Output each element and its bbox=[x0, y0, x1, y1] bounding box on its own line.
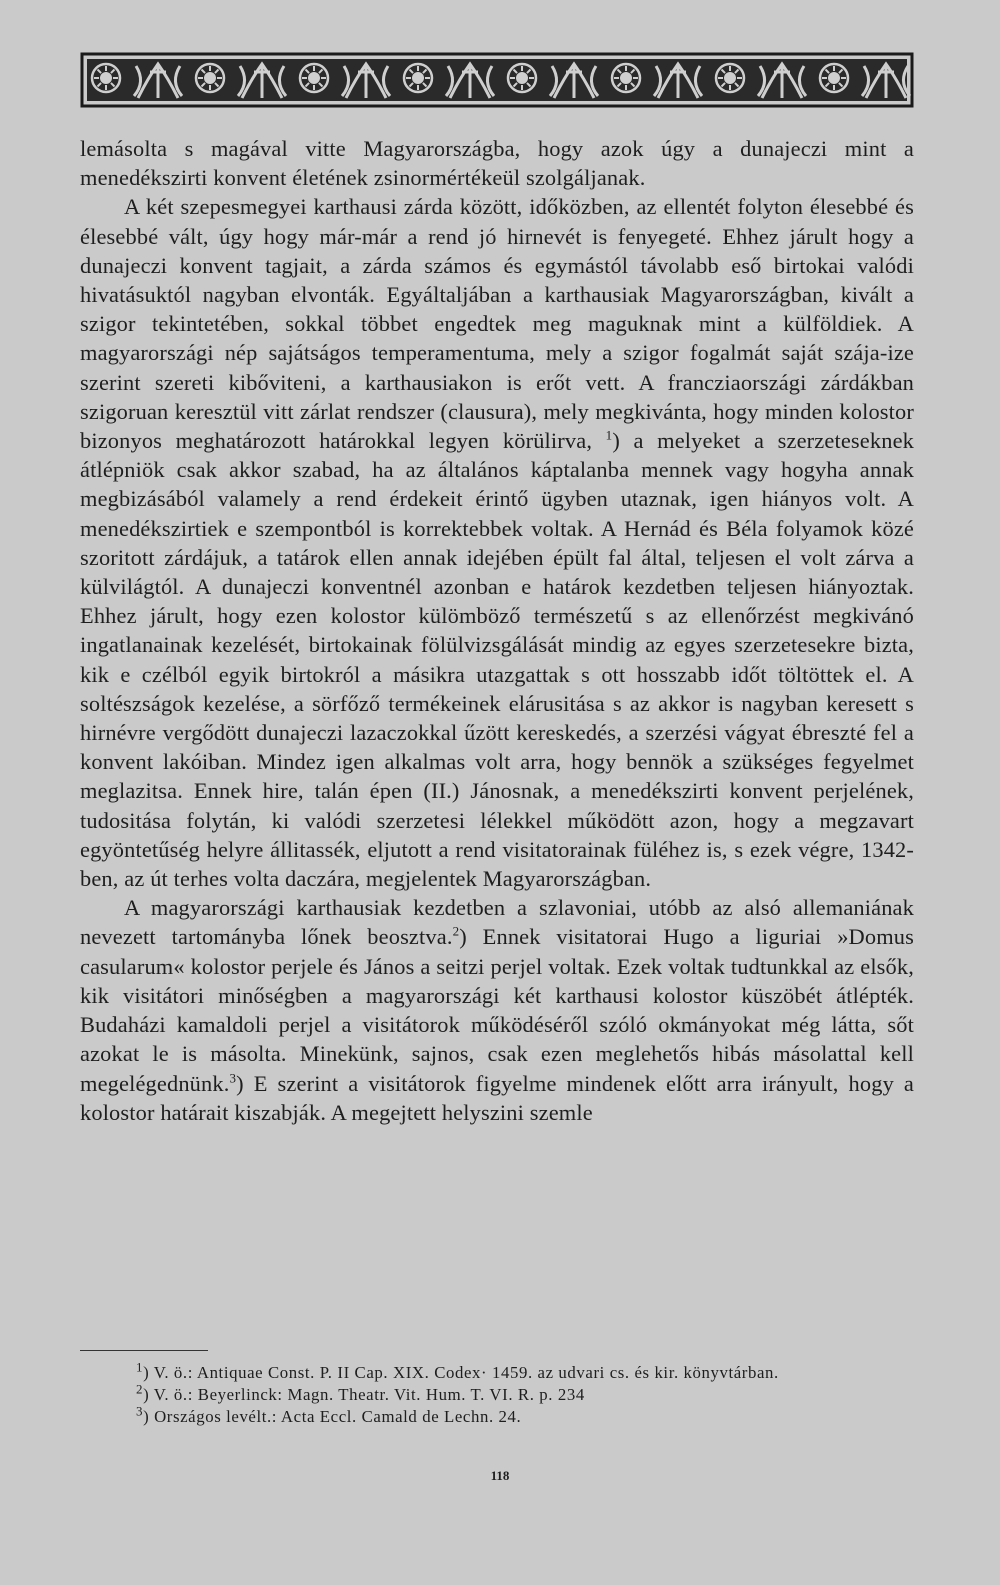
footnote-mark-2: 2 bbox=[136, 1381, 144, 1397]
footnote-3 bbox=[80, 1403, 914, 1428]
ornament-motif bbox=[196, 64, 224, 92]
paragraph-3-text-end: ) E szerint a visitátorok figyelme mindenek előtt arra irányult, hogy a kolostor határait kiszabják. A megejtett helyszini szemle bbox=[80, 1070, 914, 1125]
footnote-2-text: ) V. ö.: Beyerlinck: Magn. Theatr. Vit. Hum. T. VI. R. p. 234 bbox=[143, 1385, 585, 1404]
footnote-3-text: ) Országos levélt.: Acta Eccl. Camald de Lechn. 24. bbox=[143, 1407, 522, 1426]
footnote-mark-3: 3 bbox=[136, 1403, 144, 1419]
footnote-1-text: ) V. ö.: Antiquae Const. P. II Cap. XIX. Codex· 1459. az udvari cs. és kir. könyvtárban. bbox=[143, 1363, 779, 1382]
footnote-1 bbox=[80, 1359, 914, 1384]
paragraph-2-text: A két szepesmegyei karthausi zárda között, időközben, az ellentét folyton élesebbé és élesebbé vált, úgy hogy már-már a rend jó hirnevét is fenyegeté. Ehhez járult hogy a dunajeczi konvent tagjait, a zárda számos és egymástól távolabb eső birtokai valódi hivatásuktól nagyban elvonták. Egyáltaljában a karthausiak Magyarországban, kivált a szigor tekintetében, sokkal többet engedtek meg maguknak mint a külföldiek. A magyarországi nép sajátságos temperamentuma, mely a szigor fogalmát saját szája-ize szerint szereti kibőviteni, a karthausiakon is erőt vett. A francziaországi zárdákban szigoruan keresztül vitt zárlat rendszer (clausura), mely megkivánta, hogy minden kolostor bizonyos meghatározott határokkal legyen körülirva, bbox=[80, 194, 914, 454]
paragraph-3-text-cont: ) Ennek visitatorai Hugo a liguriai »Domus casularum« kolostor perjele és János a seitzi perjel voltak. Ezek voltak tudtunkkal az elsők, kik visitátori minőségben a magyarországi két karthausi kolostor küszöbét átlépték. Budaházi kamaldoli perjel a visitátorok működéséről szóló okmányokat még látta, sőt azokat le is másolta. Minekünk, sajnos, csak ezen meglehetős hibás másolattal kell megelégednünk. bbox=[80, 924, 914, 1096]
footnote-mark-1: 1 bbox=[136, 1359, 144, 1375]
paragraph-2 bbox=[80, 192, 914, 893]
page-number: 118 bbox=[490, 1468, 510, 1483]
paragraph-2-text-cont: ) a melyeket a szerzeteseknek átlépniök csak akkor szabad, ha az általános káptalanba mennek vagy hogyha annak megbizásából valamely a rend érdekeit érintő ügyben utaznak, igen hiányos volt. A menedékszirtiek e szempontból is korrektebbek voltak. A Hernád és Béla folyamok közé szoritott zárdájuk, a tatárok ellen annak idejében épült fal által, teljesen el volt zárva a külvilágtól. A dunajeczi konventnél azonban e határok kezdetben teljesen hiányoztak. Ehhez járult, hogy ezen kolostor külömböző természetű s az ellenőrzést megkivánó ingatlanainak kezelését, birtokainak fölülvizsgálását mindig az egyes szerzetesekre bizta, kik e czélból egyik birtokról a másikra utazgattak s ott hosszabb időt töltöttek el. A soltészságok kezelése, a sörfőző termékeinek elárusitása s az akkor is nagyban keresett s hirnévre vergődött dunajeczi lazaczokkal űzött kereskedés, a szerzési vágyat ébreszté fel a konvent lakóiban. Mindez igen alkalmas volt arra, hogy bennök a szükséges fegyelmet meglazitsa. Ennek hire, talán épen (II.) Jánosnak, a menedékszirti konvent perjelének, tudositása folytán, ki valódi szerzetesi lélekkel működött azon, hogy a megzavart egyöntetűség helyre állitassék, eljutott a rend visitatorainak füléhez is, s ezek végre, 1342-ben, az út terhes volta daczára, megjelentek Magyarországban. bbox=[80, 428, 914, 892]
ornament-motif bbox=[612, 64, 640, 92]
ornament-motif bbox=[404, 64, 432, 92]
ornament-motif bbox=[820, 64, 848, 92]
ornament-motif bbox=[508, 64, 536, 92]
paragraph-3 bbox=[80, 893, 914, 1127]
ornament-motif bbox=[716, 64, 744, 92]
footnote-2 bbox=[80, 1381, 914, 1406]
footnotes bbox=[80, 1359, 914, 1428]
paragraph-1-text: lemásolta s magával vitte Magyarországba, hogy azok úgy a dunajeczi mint a menedékszirti konvent életének zsinormértékeül szolgáljanak. bbox=[80, 136, 914, 191]
ornament-motif bbox=[92, 64, 120, 92]
footnote-ref-1: 1 bbox=[605, 427, 613, 443]
body-text bbox=[80, 134, 914, 1127]
decorative-border-icon bbox=[80, 52, 914, 108]
paragraph-3-text: A magyarországi karthausiak kezdetben a szlavoniai, utóbb az alsó allemaniának nevezett tartományba lőnek beosztva. bbox=[80, 895, 914, 950]
footnote-divider bbox=[80, 1350, 208, 1351]
ornament-motif bbox=[300, 64, 328, 92]
footnote-ref-2: 2 bbox=[452, 924, 460, 940]
paragraph-1 bbox=[80, 134, 914, 192]
footnote-ref-3: 3 bbox=[229, 1070, 237, 1086]
